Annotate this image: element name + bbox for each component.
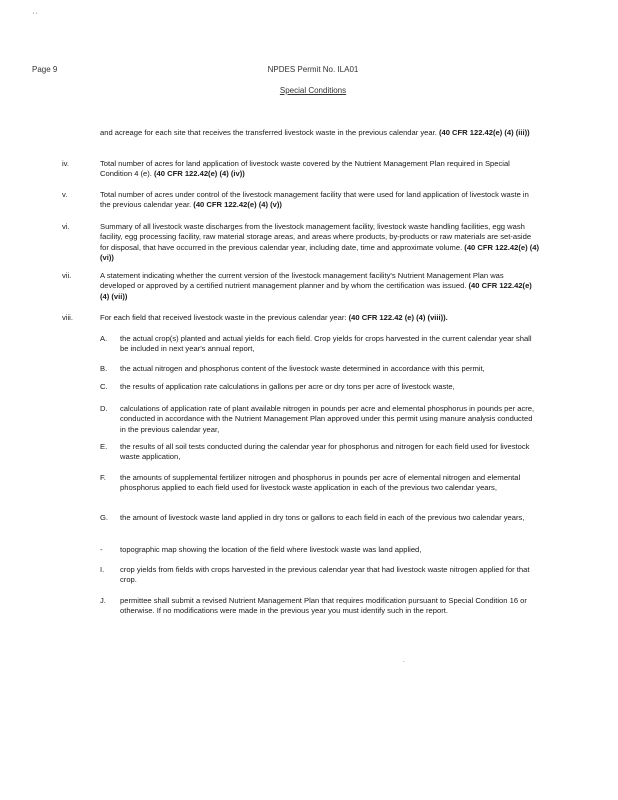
item-cite: (40 CFR 122.42 (e) (4) (viii)). bbox=[348, 313, 448, 322]
item-paragraph bbox=[100, 313, 540, 323]
subitem-letter: J. bbox=[100, 596, 106, 605]
item-cite: (40 CFR 122.42(e) (4) (vii)) bbox=[100, 281, 532, 301]
item-text: Total number of acres for land application of livestock waste covered by the Nutrient Management Plan required in Special Condition 4 (e). bbox=[100, 159, 510, 179]
subitem-letter: B. bbox=[100, 364, 108, 373]
scan-speck: ' ' bbox=[33, 13, 37, 19]
permit-number: NPDES Permit No. ILA01 bbox=[267, 65, 359, 74]
item-number: viii. bbox=[62, 313, 73, 322]
continuation-cite: (40 CFR 122.42(e) (4) (iii)) bbox=[438, 128, 530, 137]
item-paragraph bbox=[100, 190, 540, 211]
item-paragraph bbox=[100, 159, 540, 180]
subitem-text: permittee shall submit a revised Nutrient Management Plan that requires modification pursuant to Special Condition 16 or otherwise. If no modifications were made in the previous year you must identify such in the report. bbox=[120, 596, 527, 616]
item-paragraph bbox=[100, 271, 540, 302]
subitem-letter: C. bbox=[100, 382, 108, 391]
item-number: vii. bbox=[62, 271, 72, 280]
subitem-text: the amounts of supplemental fertilizer nitrogen and phosphorus in pounds per acre of elemental nitrogen and elemental phosphorus applied to each field used for livestock waste application in each of the previous two calendar years, bbox=[120, 473, 521, 493]
subitem-letter: F. bbox=[100, 473, 106, 482]
item-number: vi. bbox=[62, 222, 70, 231]
item-text: Summary of all livestock waste discharges from the livestock management facility, livestock waste handling facilities, egg wash facility, egg processing facility, raw material storage areas, and areas where products, by-products or raw materials are set-aside for disposal, that have occurred in the previous calendar year, including date, time and approximate volume. bbox=[100, 222, 532, 252]
item-cite: (40 CFR 122.42(e) (4) (iv)) bbox=[154, 169, 245, 179]
item-number: v. bbox=[62, 190, 68, 199]
item-number: iv. bbox=[62, 159, 70, 168]
subitem-letter: E. bbox=[100, 442, 108, 451]
item-text: For each field that received livestock waste in the previous calendar year: bbox=[100, 313, 349, 322]
section-title-text: Special Conditions bbox=[279, 86, 347, 95]
item-text: Total number of acres under control of the livestock management facility that were used for land application of livestock waste in the previous calendar year. bbox=[100, 190, 529, 210]
subitem-text: the amount of livestock waste land applied in dry tons or gallons to each field in each of the previous two calendar years, bbox=[120, 513, 525, 522]
continuation-text: and acreage for each site that receives the transferred livestock waste in the previous calendar year. bbox=[100, 128, 439, 137]
item-cite: (40 CFR 122.42(e) (4) (v)) bbox=[193, 200, 282, 210]
subitem-letter: G. bbox=[100, 513, 109, 522]
subitem-letter: I. bbox=[100, 565, 105, 574]
subitem-letter: D. bbox=[100, 404, 108, 413]
page-number: Page 9 bbox=[32, 65, 58, 74]
subitem-letter: A. bbox=[100, 334, 108, 343]
subitem-text: topographic map showing the location of the field where livestock waste was land applied, bbox=[120, 545, 422, 554]
subitem-text: calculations of application rate of plant available nitrogen in pounds per acre and elemental phosphorus in pounds per acre, conducted in accordance with the Nutrient Management Plan approved under this permit using manure analysis conducted in the previous calendar year, bbox=[120, 404, 535, 434]
subitem-letter: - bbox=[100, 545, 103, 554]
item-paragraph bbox=[100, 222, 540, 264]
subitem-text: crop yields from fields with crops harvested in the previous calendar year that had livestock waste nitrogen applied for that crop. bbox=[120, 565, 530, 585]
item-cite: (40 CFR 122.42(e) (4) (vi)) bbox=[100, 242, 539, 263]
subitem-text: the results of all soil tests conducted during the calendar year for phosphorus and nitrogen for each field used for livestock waste application, bbox=[120, 442, 530, 462]
subitem-text: the actual crop(s) planted and actual yields for each field. Crop yields for crops harvested in the current calendar year shall be included in next year's annual report, bbox=[120, 334, 532, 354]
item-text: A statement indicating whether the current version of the livestock management facility's Nutrient Management Plan was developed or approved by a certified nutrient management planner and by whom the certification was issued. bbox=[100, 271, 504, 291]
section-title bbox=[0, 86, 618, 96]
subitem-text: the results of application rate calculations in gallons per acre or dry tons per acre of livestock waste, bbox=[120, 382, 455, 391]
continuation-paragraph bbox=[100, 128, 540, 138]
scan-mark: . bbox=[403, 658, 405, 664]
subitem-text: the actual nitrogen and phosphorus content of the livestock waste determined in accordance with this permit, bbox=[120, 364, 485, 373]
